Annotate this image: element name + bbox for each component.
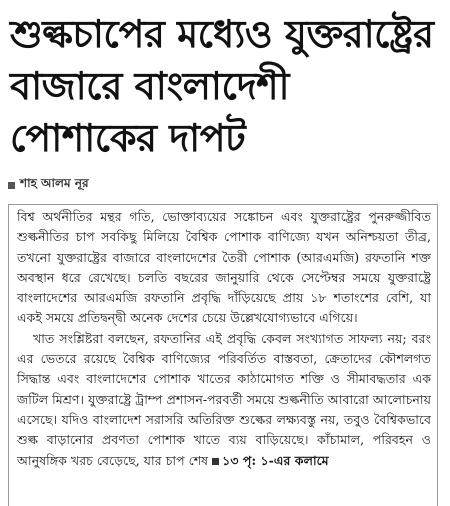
continuation-marker[interactable] — [212, 453, 329, 468]
square-bullet-icon — [212, 458, 219, 465]
paragraph-2-text: খাত সংশ্লিষ্টরা বলছেন, রফতানির এই প্রবৃদ্ধি কেবল সংখ্যাগত সাফল্য নয়; বরং এর ভেতরে রয়েছে বৈশ্বিক বাণিজ্যের পরিবর্তিত বাস্তবতা, ক্রেতাদের কৌশলগত সিদ্ধান্ত এবং বাংলাদেশের পোশাক খাতের কাঠামোগত শক্তি ও সীমাবদ্ধতার এক জটিল মিশ্রণ। যুক্তরাষ্ট্রে ট্রাম্প প্রশাসন-পরবর্তী সময়ে শুল্কনীতি আবারো আলোচনায় এসেছে। যদিও বাংলাদেশ সরাসরি অতিরিক্ত শুল্কের লক্ষ্যবস্তু নয়, তবুও বৈশ্বিকভাবে শুল্ক বাড়ানোর প্রবণতা পোশাক খাতে ব্যয় বাড়িয়েছে। কাঁচামাল, পরিবহন ও আনুষঙ্গিক খরচ বেড়েছে, যার চাপ শেষ — [17, 330, 431, 468]
article-body — [8, 204, 438, 506]
paragraph-2 — [17, 329, 431, 471]
paragraph-1: বিশ্ব অর্থনীতির মন্থর গতি, ভোক্তাব্যয়ের সঙ্কোচন এবং যুক্তরাষ্ট্রের পুনরুজ্জীবিত শুল্কনীতির চাপ সবকিছু মিলিয়ে বৈশ্বিক পোশাক বাণিজ্যে যখন অনিশ্চয়তা তীব্র, তখনো যুক্তরাষ্ট্রের বাজারে বাংলাদেশের তৈরী পোশাক (আরএমজি) রফতানি শক্ত অবস্থান ধরে রেখেছে। চলতি বছরের জানুয়ারি থেকে সেপ্টেম্বর সময়ে যুক্তরাষ্ট্রে বাংলাদেশের আরএমজি রফতানি প্রবৃদ্ধি দাঁড়িয়েছে প্রায় ১৮ শতাংশের বেশি, যা একই সময়ে প্রতিদ্বন্দ্বী অনেক দেশের চেয়ে উল্লেখযোগ্যভাবে এগিয়ে। — [17, 209, 431, 326]
continuation-text: ১৩ পৃ: ১-এর কলামে — [222, 452, 329, 468]
square-bullet-icon — [8, 182, 15, 189]
author-name: শাহ আলম নূর — [20, 176, 89, 190]
byline — [8, 176, 89, 194]
headline: শুল্কচাপের মধ্যেও যুক্তরাষ্ট্রের বাজারে বাংলাদেশী পোশাকের দাপট — [10, 12, 434, 160]
